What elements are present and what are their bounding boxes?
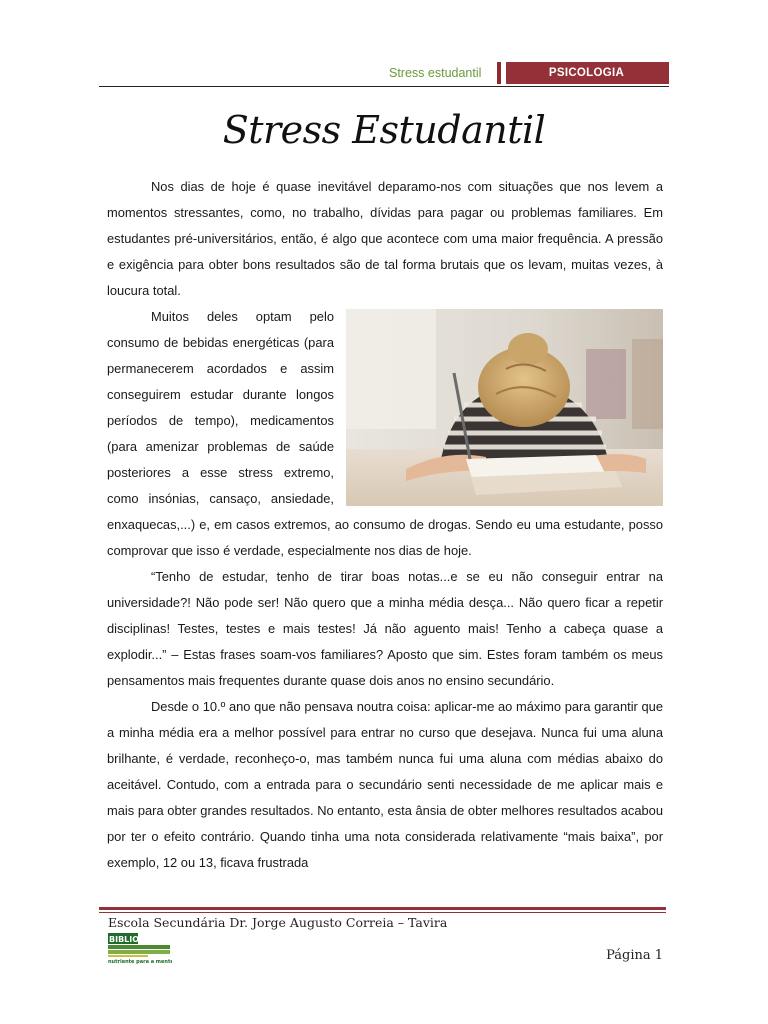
article-title: Stress Estudantil — [222, 108, 546, 152]
paragraph-3: “Tenho de estudar, tenho de tirar boas notas...e se eu não conseguir entrar na universidade?! Não pode ser! Não quero que a minha média desça... Não quero ficar a repetir disciplinas! Testes, testes e mais testes! Já não aguento mais! Tenho a cabeça quase a explodir...” – Estas frases soam-vos familiares? Aposto que sim. Estes foram também os meus pensamentos mais frequentes durante quase dois anos no ensino secundário. — [107, 569, 663, 688]
header-tag-edge — [667, 62, 669, 84]
header-category-tag: PSICOLOGIA — [506, 62, 667, 84]
footer-rule-thin — [99, 912, 666, 913]
footer-school-name: Escola Secundária Dr. Jorge Augusto Correia – Tavira — [108, 915, 448, 930]
paragraph-1: Nos dias de hoje é quase inevitável deparamo-nos com situações que nos levem a momentos stressantes, como, no trabalho, dívidas para pagar ou problemas familiares. Em estudantes pré-universitários, então, é algo que acontece com uma maior frequência. A pressão e exigência para obter bons resultados são de tal forma brutais que os levam, muitas vezes, à loucura total. — [107, 179, 663, 298]
footer-rule-thick — [99, 907, 666, 910]
student-asleep-image — [346, 309, 663, 506]
student-photo — [346, 309, 663, 506]
header-section-label: Stress estudantil — [389, 66, 482, 80]
paragraph-4: Desde o 10.º ano que não pensava noutra coisa: aplicar-me ao máximo para garantir que a minha média era a melhor possível para entrar no curso que desejava. Nunca fui uma aluna brilhante, é verdade, reconheço-o, mas também nunca fui uma aluna com médias abaixo do aceitável. Contudo, com a entrada para o secundário senti necessidade de me aplicar mais e mais para obter grandes resultados. No entanto, esta ânsia de obter melhores resultados acabou por ter o efeito contrário. Quando tinha uma nota considerada relativamente “mais baixa”, por exemplo, 12 ou 13, ficava frustrada — [107, 699, 663, 870]
logo-tagline: nutriente para a mente — [108, 959, 172, 964]
biblioteca-logo — [106, 932, 172, 964]
header-divider — [497, 62, 501, 84]
article-body — [107, 174, 663, 876]
header-rule — [99, 86, 669, 87]
logo-wordmark: BIBLIOTEC@ — [109, 935, 164, 944]
paragraph-2: Muitos deles optam pelo consumo de bebidas energéticas (para permanecerem acordados e assim conseguirem estudar durante longos períodos de tempo), medicamentos (para amenizar problemas de saúde posteriores a esse stress extremo, como insónias, cansaço, ansiedade, enxaquecas,...) e, em casos extremos, ao consumo de drogas. Sendo eu uma estudante, posso comprovar que isso é verdade, especialmente nos dias de hoje. — [107, 309, 663, 558]
page-number: Página 1 — [606, 948, 663, 963]
